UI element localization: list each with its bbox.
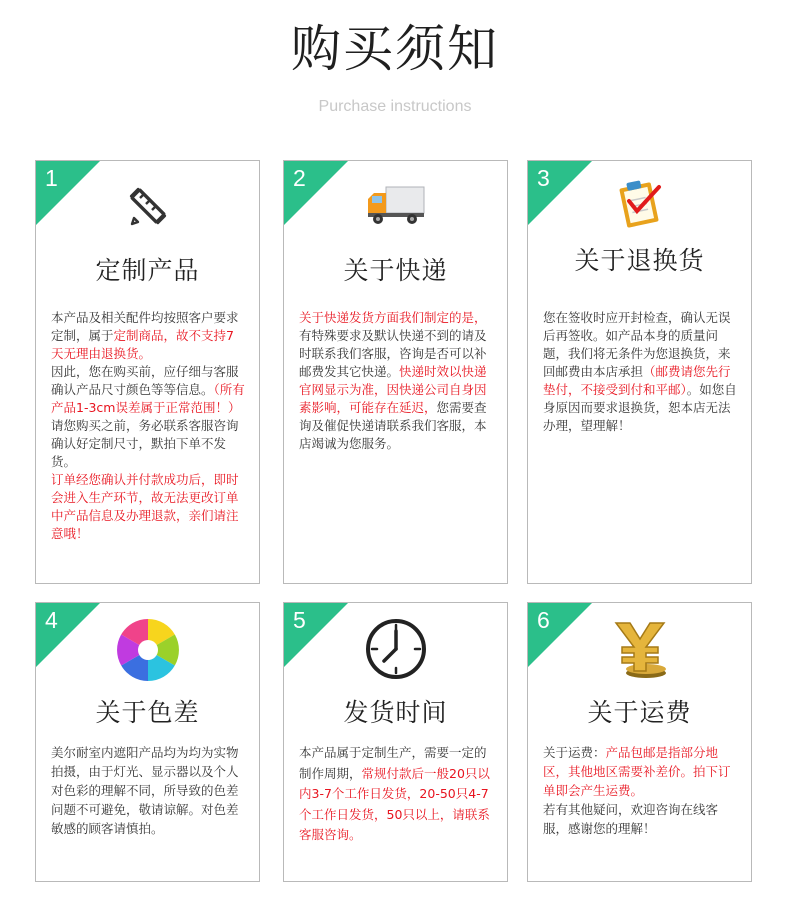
card-title: 关于快递 xyxy=(343,256,448,285)
body-text: 本产品属于定制生产，需要一定的制作周期， xyxy=(299,745,487,781)
badge-number: 1 xyxy=(45,165,58,191)
card-body xyxy=(299,309,494,453)
body-text-highlight: 关于快递发货方面我们制定的是， xyxy=(299,310,487,325)
body-text: 您需要查询及催促快递请联系我们客服，本店竭诚为您服务。 xyxy=(299,400,487,451)
card-body xyxy=(543,743,738,838)
page-title: 购买须知 xyxy=(291,20,499,78)
card-title: 定制产品 xyxy=(95,256,200,285)
card-title: 关于退换货 xyxy=(574,246,705,275)
body-text-highlight: （邮费请您先行垫付，不接受到付和平邮） xyxy=(543,364,731,397)
page-subtitle: Purchase instructions xyxy=(318,98,472,115)
body-text-highlight: （所有产品1-3cm误差属于正常范围！） xyxy=(51,382,245,415)
clock-icon xyxy=(284,617,507,683)
card-returns xyxy=(527,160,752,584)
card-custom-products xyxy=(35,160,260,584)
card-body xyxy=(299,743,494,846)
card-delivery-time xyxy=(283,602,508,882)
card-body xyxy=(51,309,246,543)
body-text-highlight: 快递时效以快递官网显示为准，因快递公司自身因素影响，可能存在延迟， xyxy=(299,364,487,415)
card-body xyxy=(51,743,246,838)
body-text: 本产品及相关配件均按照客户要求定制，属于 xyxy=(51,310,239,343)
card-title: 关于运费 xyxy=(587,698,692,727)
pencil-ruler-icon xyxy=(36,183,259,233)
badge-number: 2 xyxy=(293,165,306,191)
card-color-difference xyxy=(35,602,260,882)
body-text-highlight: 常规付款后一般20只以内3-7个工作日发货，20-50只4-7个工作日发货，50只以上，请联系客服咨询。 xyxy=(299,765,490,842)
body-text: 。如您自身原因而要求退换货，恕本店无法办理，望理解！ xyxy=(543,382,737,433)
card-body xyxy=(543,309,738,435)
badge-number: 5 xyxy=(293,607,306,633)
card-shipping-fee xyxy=(527,602,752,882)
card-title: 关于色差 xyxy=(95,698,200,727)
badge-number: 3 xyxy=(537,165,550,191)
body-text-highlight: 订单经您确认并付款成功后，即时会进入生产环节，故无法更改订单中产品信息及办理退款，亲们请注意哦！ xyxy=(51,472,239,541)
badge-number: 4 xyxy=(45,607,58,633)
delivery-truck-icon xyxy=(284,183,507,233)
body-text: 若有其他疑问，欢迎咨询在线客服，感谢您的理解！ xyxy=(543,802,719,836)
card-shipping xyxy=(283,160,508,584)
body-text: 有特殊要求及默认快递不到的请及时联系我们客服，咨询是否可以补邮费发其它快递。 xyxy=(299,328,487,379)
body-text: 关于运费： xyxy=(543,745,606,760)
card-title: 发货时间 xyxy=(343,698,448,727)
clipboard-check-icon xyxy=(528,177,751,227)
body-text: 因此，您在购买前，应仔细与客服确认产品尺寸颜色等等信息。 xyxy=(51,364,239,397)
body-text: 您在签收时应开封检查，确认无误后再签收。如产品本身的质量问题，我们将无条件为您退换货，来回邮费由本店承担 xyxy=(543,310,731,379)
color-wheel-icon xyxy=(36,617,259,683)
body-text: 美尔耐室内遮阳产品均为均为实物拍摄，由于灯光、显示器以及个人对色彩的理解不同，所导致的色差问题不可避免，敬请谅解。对色差敏感的顾客请慎拍。 xyxy=(51,745,239,836)
body-text-highlight: 定制商品，故不支持7天无理由退换货。 xyxy=(51,328,234,361)
body-text-highlight: 产品包邮是指部分地区，其他地区需要补差价。拍下订单即会产生运费。 xyxy=(543,745,731,798)
yuan-sign-icon xyxy=(528,617,751,683)
body-text: 请您购买之前，务必联系客服咨询确认好定制尺寸，默拍下单不发货。 xyxy=(51,418,239,469)
badge-number: 6 xyxy=(537,607,550,633)
